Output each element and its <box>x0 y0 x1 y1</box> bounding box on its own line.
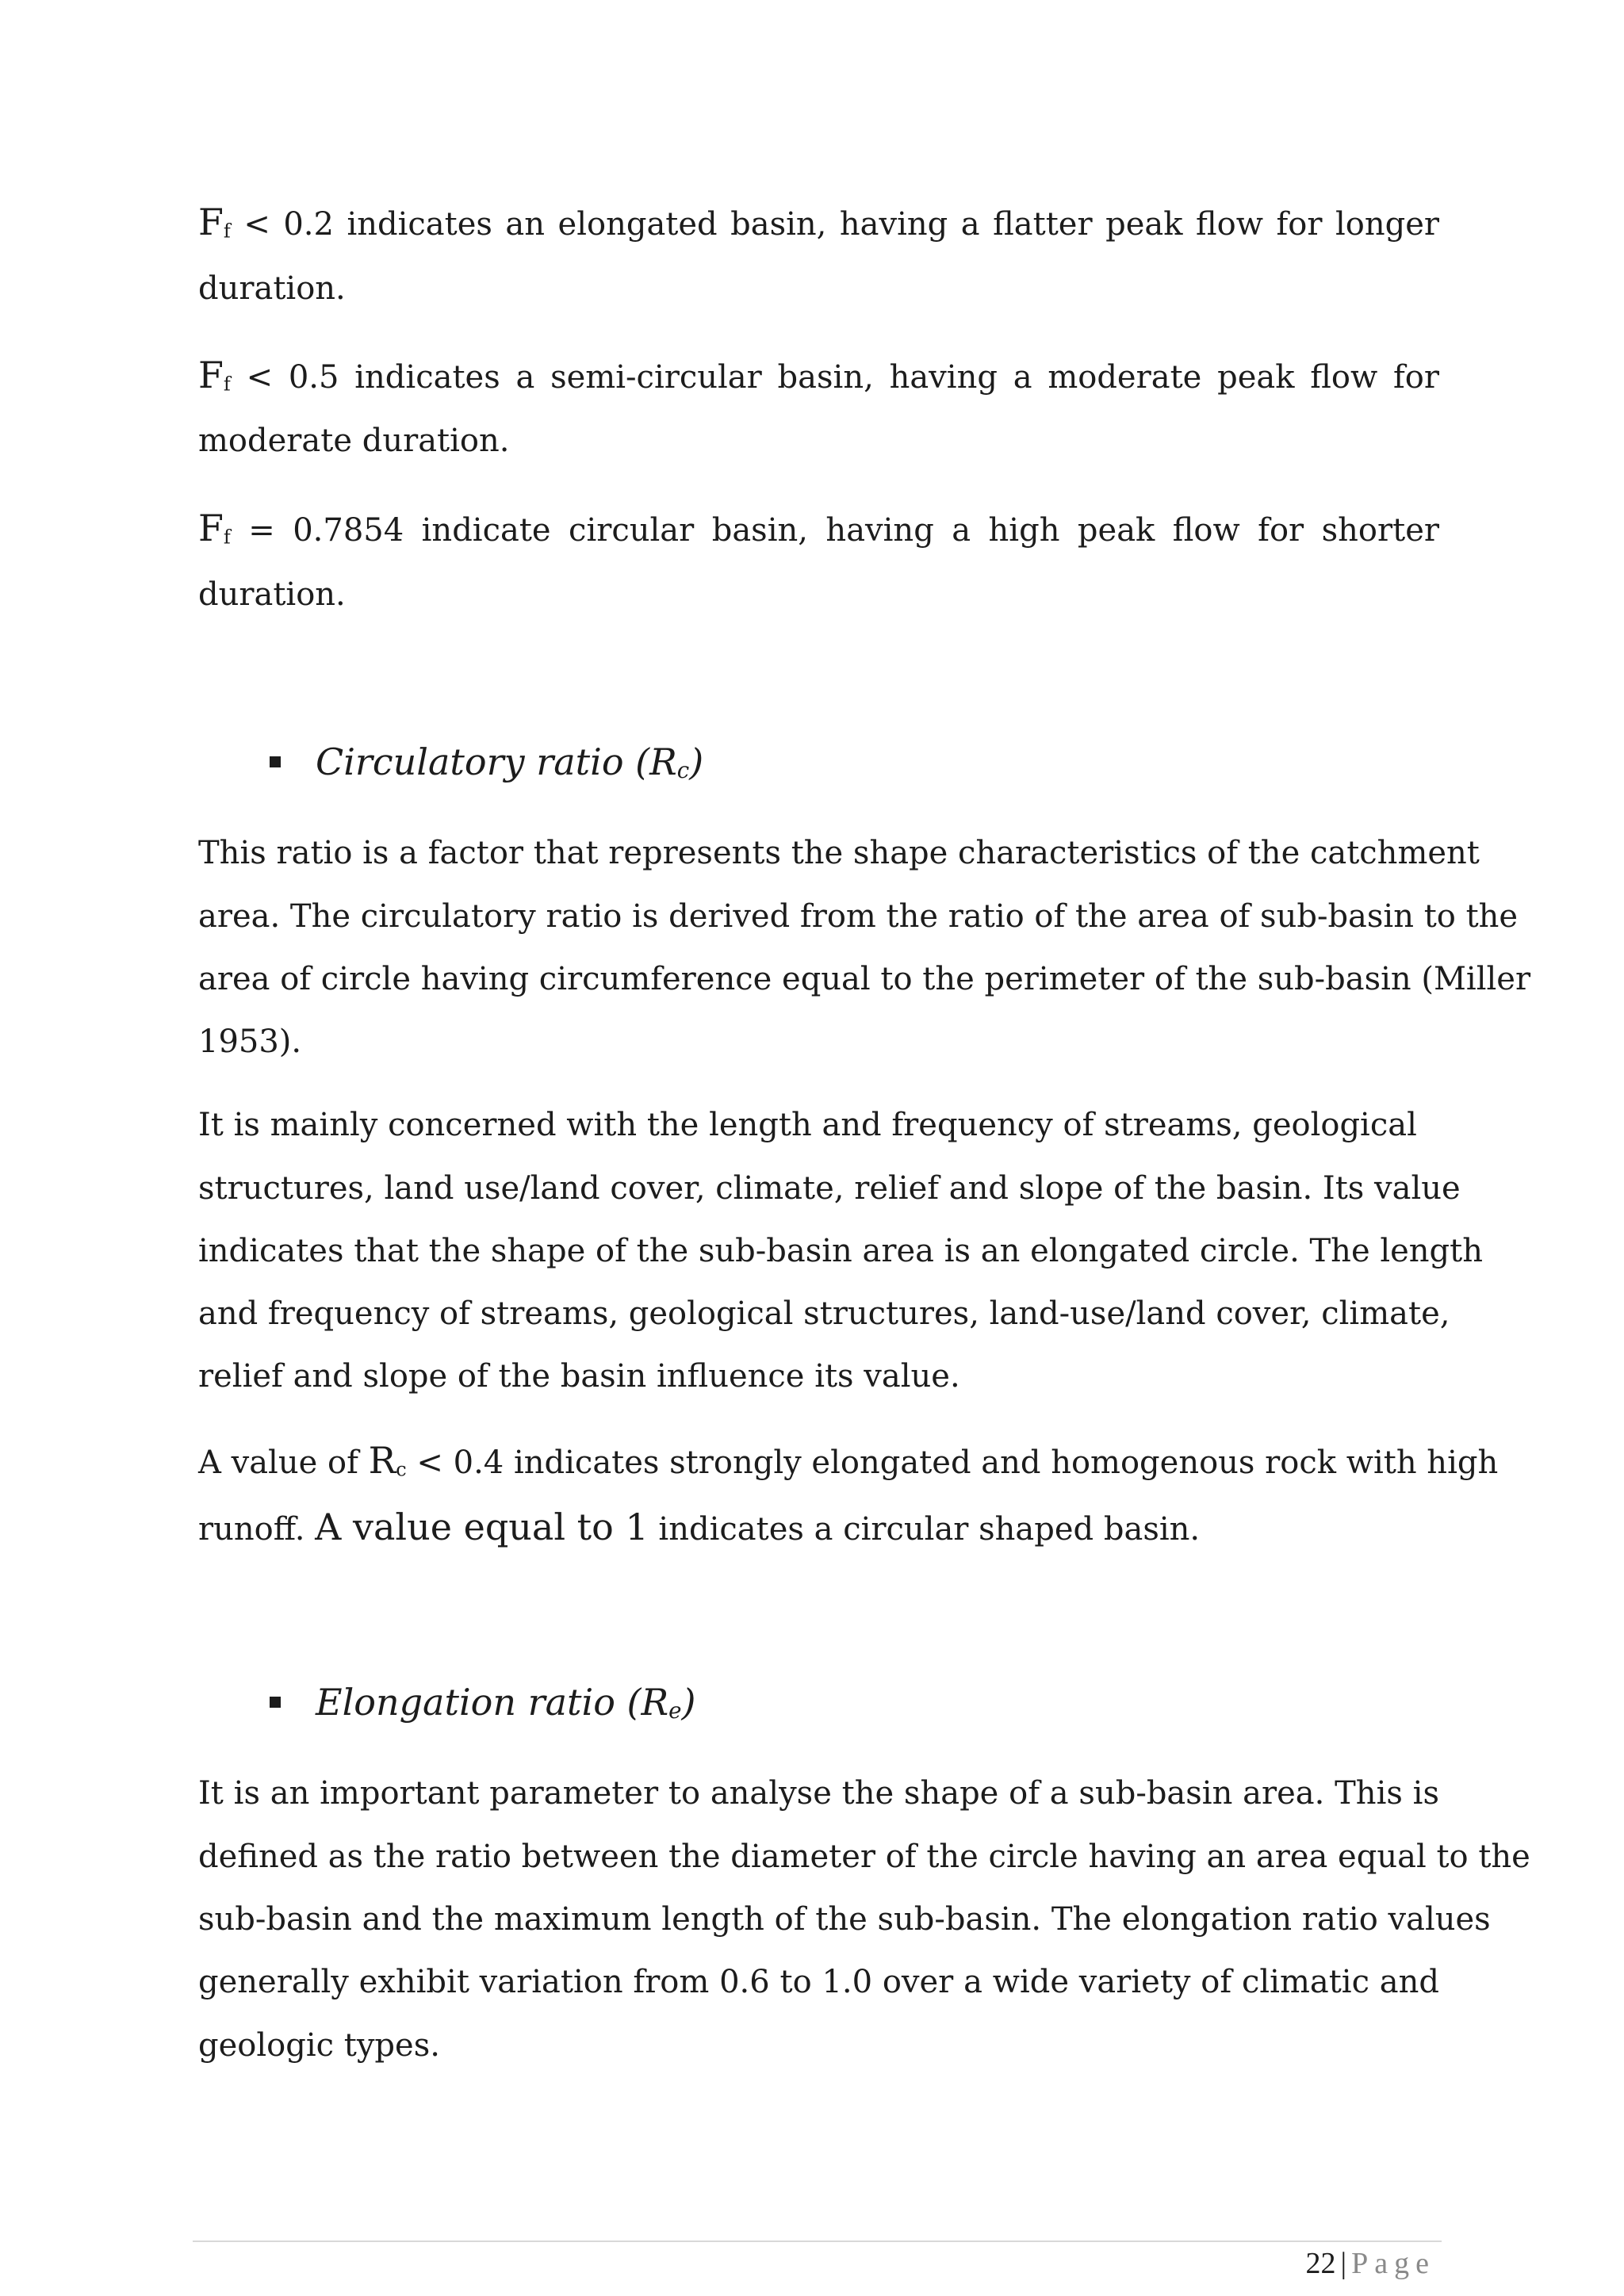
circulatory-para-2-line-4: and frequency of streams, geological structures, land-use/land cover, climate, <box>198 1295 1450 1332</box>
circulatory-para-1-line-3: area of circle having circumference equal to the perimeter of the sub-basin (Miller <box>198 961 1531 997</box>
circulatory-para-2-line-1: It is mainly concerned with the length and frequency of streams, geological <box>198 1107 1417 1143</box>
ff-item-1-line-1: $F_f < 0.2$ indicates an elongated basin, having a flatter peak flow for longer <box>198 201 1439 243</box>
section-heading-circulatory-ratio: Circulatory ratio $(R_c)$ <box>316 740 704 784</box>
elongation-para-line-2: defined as the ratio between the diameter of the circle having an area equal to the <box>198 1839 1530 1875</box>
ff-item-2-line-2: moderate duration. <box>198 423 510 459</box>
bullet-square-icon <box>270 756 281 767</box>
bullet-square-icon <box>270 1697 281 1708</box>
elongation-para-line-4: generally exhibit variation from 0.6 to 1.0 over a wide variety of climatic and <box>198 1964 1439 2000</box>
ff-item-2-line-1: $F_f < 0.5$ indicates a semi-circular basin, having a moderate peak flow for <box>198 354 1439 396</box>
elongation-para-line-5: geologic types. <box>198 2027 440 2064</box>
circulatory-para-1-line-2: area. The circulatory ratio is derived from the ratio of the area of sub-basin to the <box>198 898 1519 935</box>
elongation-para-line-3: sub-basin and the maximum length of the sub-basin. The elongation ratio values <box>198 1901 1491 1938</box>
circulatory-para-1-line-4: 1953). <box>198 1024 302 1060</box>
ff-item-3-line-1: $F_f = 0.7854$ indicate circular basin, having a high peak flow for shorter <box>198 507 1439 549</box>
circulatory-para-2-line-5: relief and slope of the basin influence its value. <box>198 1358 960 1395</box>
emphasized-phrase: A value equal to 1 <box>315 1506 649 1548</box>
elongation-para-line-1: It is an important parameter to analyse the shape of a sub-basin area. This is <box>198 1775 1439 1812</box>
page-footer <box>1306 2244 1435 2283</box>
circulatory-para-3-line-2: runoff. A value equal to 1 indicates a circular shaped basin. <box>198 1506 1201 1548</box>
footer-divider <box>193 2241 1442 2242</box>
section-heading-elongation-ratio: Elongation ratio $(R_e)$ <box>316 1681 696 1724</box>
page-label: Page <box>1351 2247 1435 2280</box>
circulatory-para-2-line-2: structures, land use/land cover, climate, relief and slope of the basin. Its value <box>198 1170 1461 1207</box>
circulatory-para-1-line-1: This ratio is a factor that represents the shape characteristics of the catchment <box>198 835 1480 871</box>
circulatory-para-3-line-1: A value of $R_c < 0.4$ indicates strongly elongated and homogenous rock with high <box>198 1439 1499 1482</box>
page-number: 22 <box>1305 2247 1336 2280</box>
ff-item-1-line-2: duration. <box>198 270 346 307</box>
footer-separator: | <box>1340 2247 1347 2280</box>
ff-item-3-line-2: duration. <box>198 576 346 613</box>
circulatory-para-2-line-3: indicates that the shape of the sub-basin area is an elongated circle. The length <box>198 1233 1483 1269</box>
